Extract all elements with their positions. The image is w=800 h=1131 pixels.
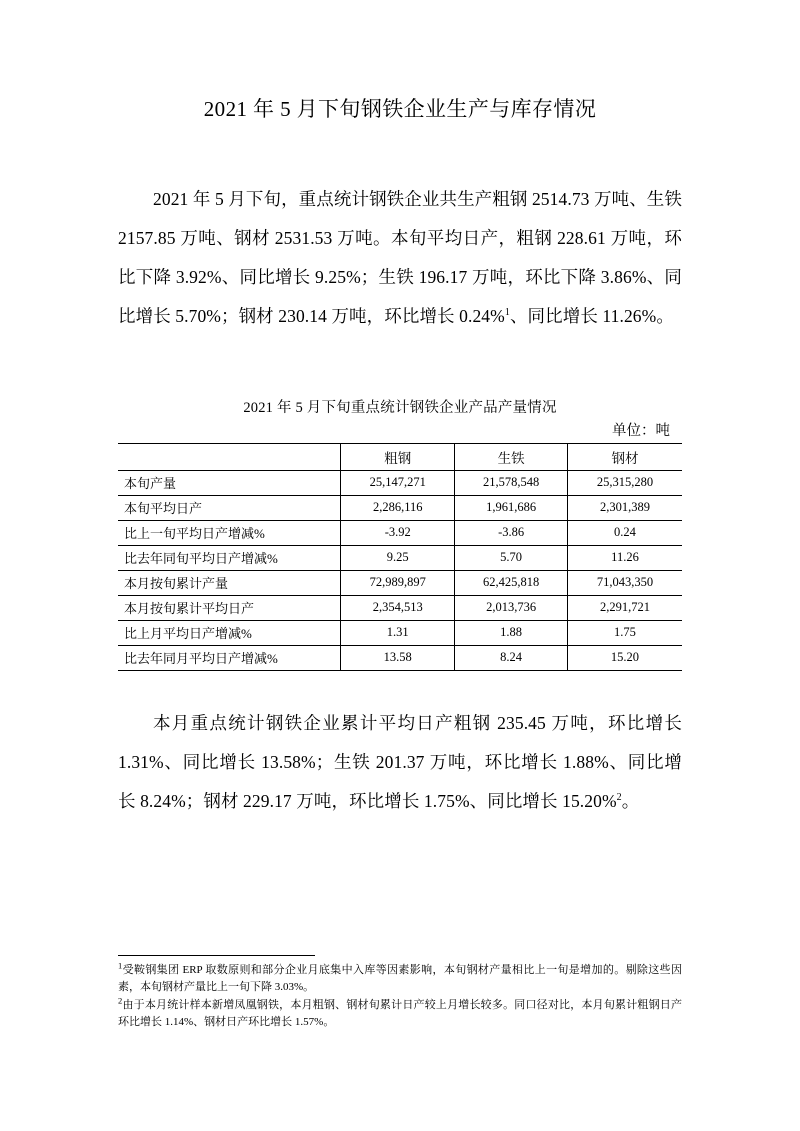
table-row xyxy=(118,646,682,671)
footnotes-section xyxy=(118,955,682,1032)
cell-value: 8.24 xyxy=(455,646,568,671)
table-row xyxy=(118,571,682,596)
cell-value: 25,147,271 xyxy=(341,471,455,496)
paragraph-2-text-a: 本月重点统计钢铁企业累计平均日产粗钢 235.45 万吨，环比增长 1.31%、同比增长 13.58%；生铁 201.37 万吨，环比增长 1.88%、同比增长 8.24%；钢材 229.17 万吨，环比增长 1.75%、同比增长 15.20% xyxy=(118,713,682,812)
cell-value: -3.92 xyxy=(341,521,455,546)
paragraph-monthly-summary xyxy=(118,704,682,821)
table-header-row xyxy=(118,444,682,471)
row-label: 比上一旬平均日产增减% xyxy=(118,521,341,546)
table-unit-label: 单位：吨 xyxy=(612,422,670,439)
table-row xyxy=(118,546,682,571)
column-header-crude-steel: 粗钢 xyxy=(341,444,455,471)
footnote-marker: 2 xyxy=(118,995,123,1006)
footnote-marker: 1 xyxy=(118,960,123,971)
row-label: 本月按旬累计平均日产 xyxy=(118,596,341,621)
paragraph-2-text-b: 。 xyxy=(621,791,640,812)
cell-value: 11.26 xyxy=(567,546,682,571)
footnote-separator-rule xyxy=(118,955,315,956)
cell-value: 15.20 xyxy=(567,646,682,671)
cell-value: 1.88 xyxy=(455,621,568,646)
footnote-ref-1[interactable]: 1 xyxy=(504,307,510,319)
paragraph-1-text-a: 2021 年 5 月下旬，重点统计钢铁企业共生产粗钢 2514.73 万吨、生铁 2157.85 万吨、钢材 2531.53 万吨。本旬平均日产，粗钢 228.61 万吨，环比下降 3.92%、同比增长 9.25%；生铁 196.17 万吨，环比下降 3.86%、同比增长 5.70%；钢材 230.14 万吨，环比增长 0.24% xyxy=(118,189,682,327)
paragraph-1-text-b: 、同比增长 11.26%。 xyxy=(509,306,674,327)
table-row xyxy=(118,496,682,521)
cell-value: 25,315,280 xyxy=(567,471,682,496)
cell-value: 9.25 xyxy=(341,546,455,571)
column-header-pig-iron: 生铁 xyxy=(455,444,568,471)
row-label: 本旬产量 xyxy=(118,471,341,496)
paragraph-production-summary xyxy=(118,180,682,336)
cell-value: 1.31 xyxy=(341,621,455,646)
footnote-item xyxy=(118,997,682,1031)
cell-value: 2,291,721 xyxy=(567,596,682,621)
table-block xyxy=(118,398,682,671)
footnote-ref-2[interactable]: 2 xyxy=(616,792,622,804)
cell-value: 1,961,686 xyxy=(455,496,568,521)
cell-value: 2,354,513 xyxy=(341,596,455,621)
table-row xyxy=(118,471,682,496)
row-label: 本月按旬累计产量 xyxy=(118,571,341,596)
cell-value: 2,013,736 xyxy=(455,596,568,621)
table-row xyxy=(118,596,682,621)
row-label: 比上月平均日产增减% xyxy=(118,621,341,646)
column-header-label xyxy=(118,444,341,471)
cell-value: 2,286,116 xyxy=(341,496,455,521)
cell-value: 62,425,818 xyxy=(455,571,568,596)
production-table xyxy=(118,443,682,671)
row-label: 比去年同月平均日产增减% xyxy=(118,646,341,671)
footnote-item xyxy=(118,962,682,996)
cell-value: 0.24 xyxy=(567,521,682,546)
table-caption: 2021 年 5 月下旬重点统计钢铁企业产品产量情况 xyxy=(243,400,557,417)
cell-value: 2,301,389 xyxy=(567,496,682,521)
cell-value: -3.86 xyxy=(455,521,568,546)
cell-value: 72,989,897 xyxy=(341,571,455,596)
footnote-text: 受鞍钢集团 ERP 取数原则和部分企业月底集中入库等因素影响，本旬钢材产量相比上一旬是增加的。剔除这些因素，本旬钢材产量比上一旬下降 3.03%。 xyxy=(118,964,682,993)
footnote-text: 由于本月统计样本新增凤凰钢铁，本月粗钢、钢材旬累计日产较上月增长较多。同口径对比，本月旬累计粗钢日产环比增长 1.14%、钢材日产环比增长 1.57%。 xyxy=(118,999,682,1028)
cell-value: 1.75 xyxy=(567,621,682,646)
cell-value: 13.58 xyxy=(341,646,455,671)
row-label: 比去年同旬平均日产增减% xyxy=(118,546,341,571)
table-row xyxy=(118,621,682,646)
column-header-steel-products: 钢材 xyxy=(567,444,682,471)
cell-value: 5.70 xyxy=(455,546,568,571)
cell-value: 71,043,350 xyxy=(567,571,682,596)
row-label: 本旬平均日产 xyxy=(118,496,341,521)
table-row xyxy=(118,521,682,546)
page-title: 2021 年 5 月下旬钢铁企业生产与库存情况 xyxy=(203,97,597,121)
cell-value: 21,578,548 xyxy=(455,471,568,496)
